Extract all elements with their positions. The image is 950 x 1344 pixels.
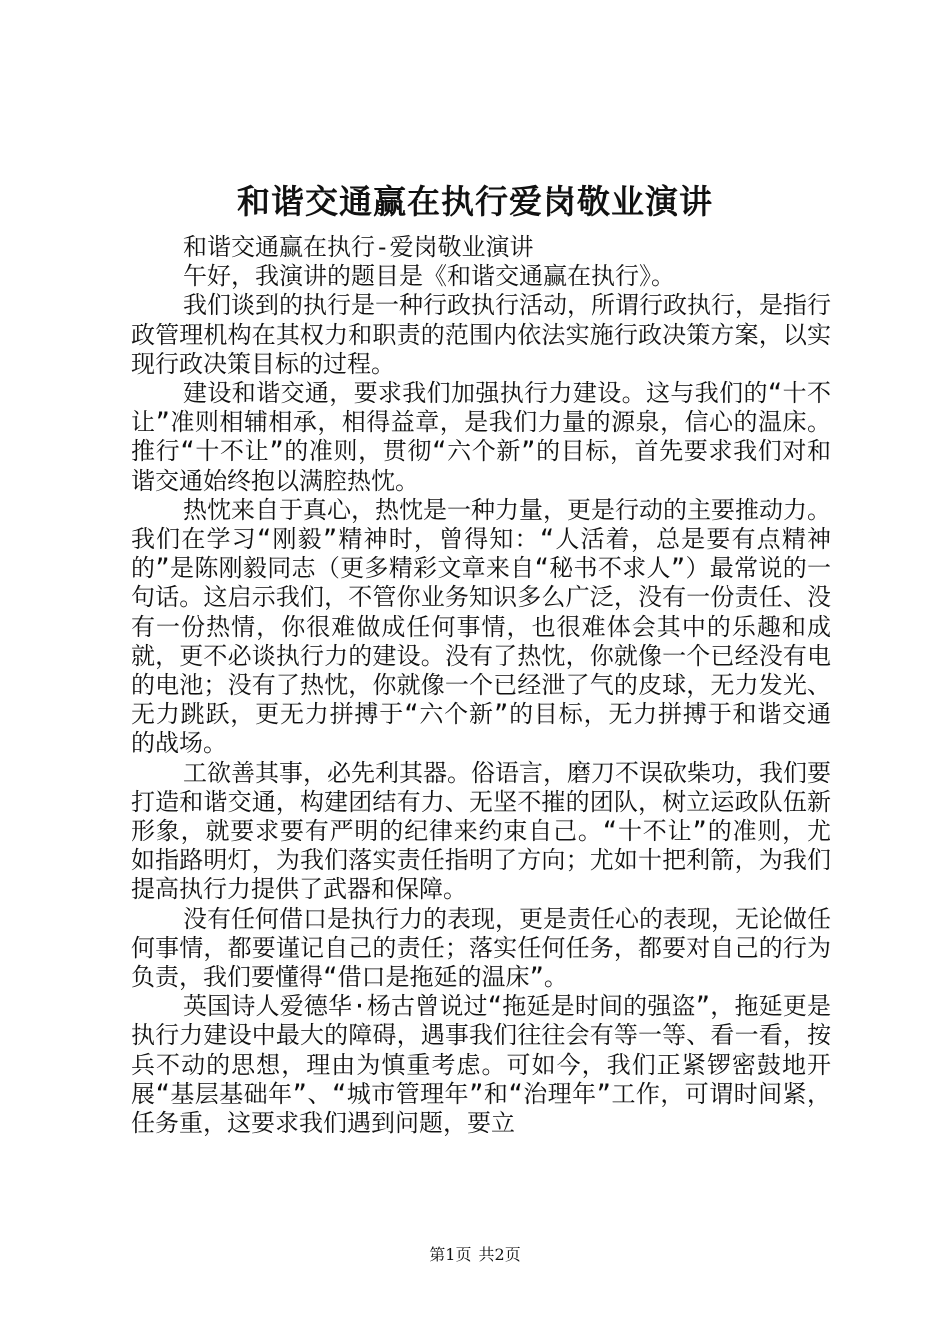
document-body <box>131 233 831 1138</box>
document-title: 和谐交通赢在执行爱岗敬业演讲 <box>237 182 713 221</box>
paragraph-2: 午好，我演讲的题目是《和谐交通赢在执行》。 <box>183 262 675 291</box>
paragraph-8: 英国诗人爱德华·杨古曾说过“拖延是时间的强盗”，拖延更是执行力建设中最大的障碍，遇事我们往往会有等一等、看一看，按兵不动的思想，理由为慎重考虑。可如今，我们正紧锣密鼓地开展“基层基础年”、“城市管理年”和“治理年”工作，可谓时间紧，任务重，这要求我们遇到问题，要立 <box>131 992 831 1138</box>
paragraph-4: 建设和谐交通，要求我们加强执行力建设。这与我们的“十不让”准则相辅相承，相得益章，是我们力量的源泉，信心的温床。推行“十不让”的准则，贯彻“六个新”的目标，首先要求我们对和谐交通始终抱以满腔热忱。 <box>131 379 831 495</box>
paragraph-1: 和谐交通赢在执行-爱岗敬业演讲 <box>183 233 534 261</box>
page-total: 共2页 <box>478 1245 521 1264</box>
paragraph-3: 我们谈到的执行是一种行政执行活动，所谓行政执行，是指行政管理机构在其权力和职责的范围内依法实施行政决策方案，以实现行政决策目标的过程。 <box>131 291 831 378</box>
page-number: 第1页 <box>429 1245 472 1264</box>
page-footer <box>0 1245 950 1265</box>
paragraph-5: 热忱来自于真心，热忱是一种力量，更是行动的主要推动力。我们在学习“刚毅”精神时，曾得知：“人活着，总是要有点精神的”是陈刚毅同志（更多精彩文章来自“秘书不求人”）最常说的一句话。这启示我们，不管你业务知识多么广泛，没有一份责任、没有一份热情，你很难做成任何事情，也很难体会其中的乐趣和成就，更不必谈执行力的建设。没有了热忱，你就像一个已经没有电的电池；没有了热忱，你就像一个已经泄了气的皮球，无力发光、无力跳跃，更无力拼搏于“六个新”的目标，无力拼搏于和谐交通的战场。 <box>131 495 831 758</box>
paragraph-7: 没有任何借口是执行力的表现，更是责任心的表现，无论做任何事情，都要谨记自己的责任；落实任何任务，都要对自己的行为负责，我们要懂得“借口是拖延的温床”。 <box>131 904 831 992</box>
paragraph-6: 工欲善其事，必先利其器。俗语言，磨刀不误砍柴功，我们要打造和谐交通，构建团结有力、无坚不摧的团队，树立运政队伍新形象，就要求要有严明的纪律来约束自己。“十不让”的准则，尤如指路明灯，为我们落实责任指明了方向；尤如十把利箭，为我们提高执行力提供了武器和保障。 <box>131 758 831 904</box>
